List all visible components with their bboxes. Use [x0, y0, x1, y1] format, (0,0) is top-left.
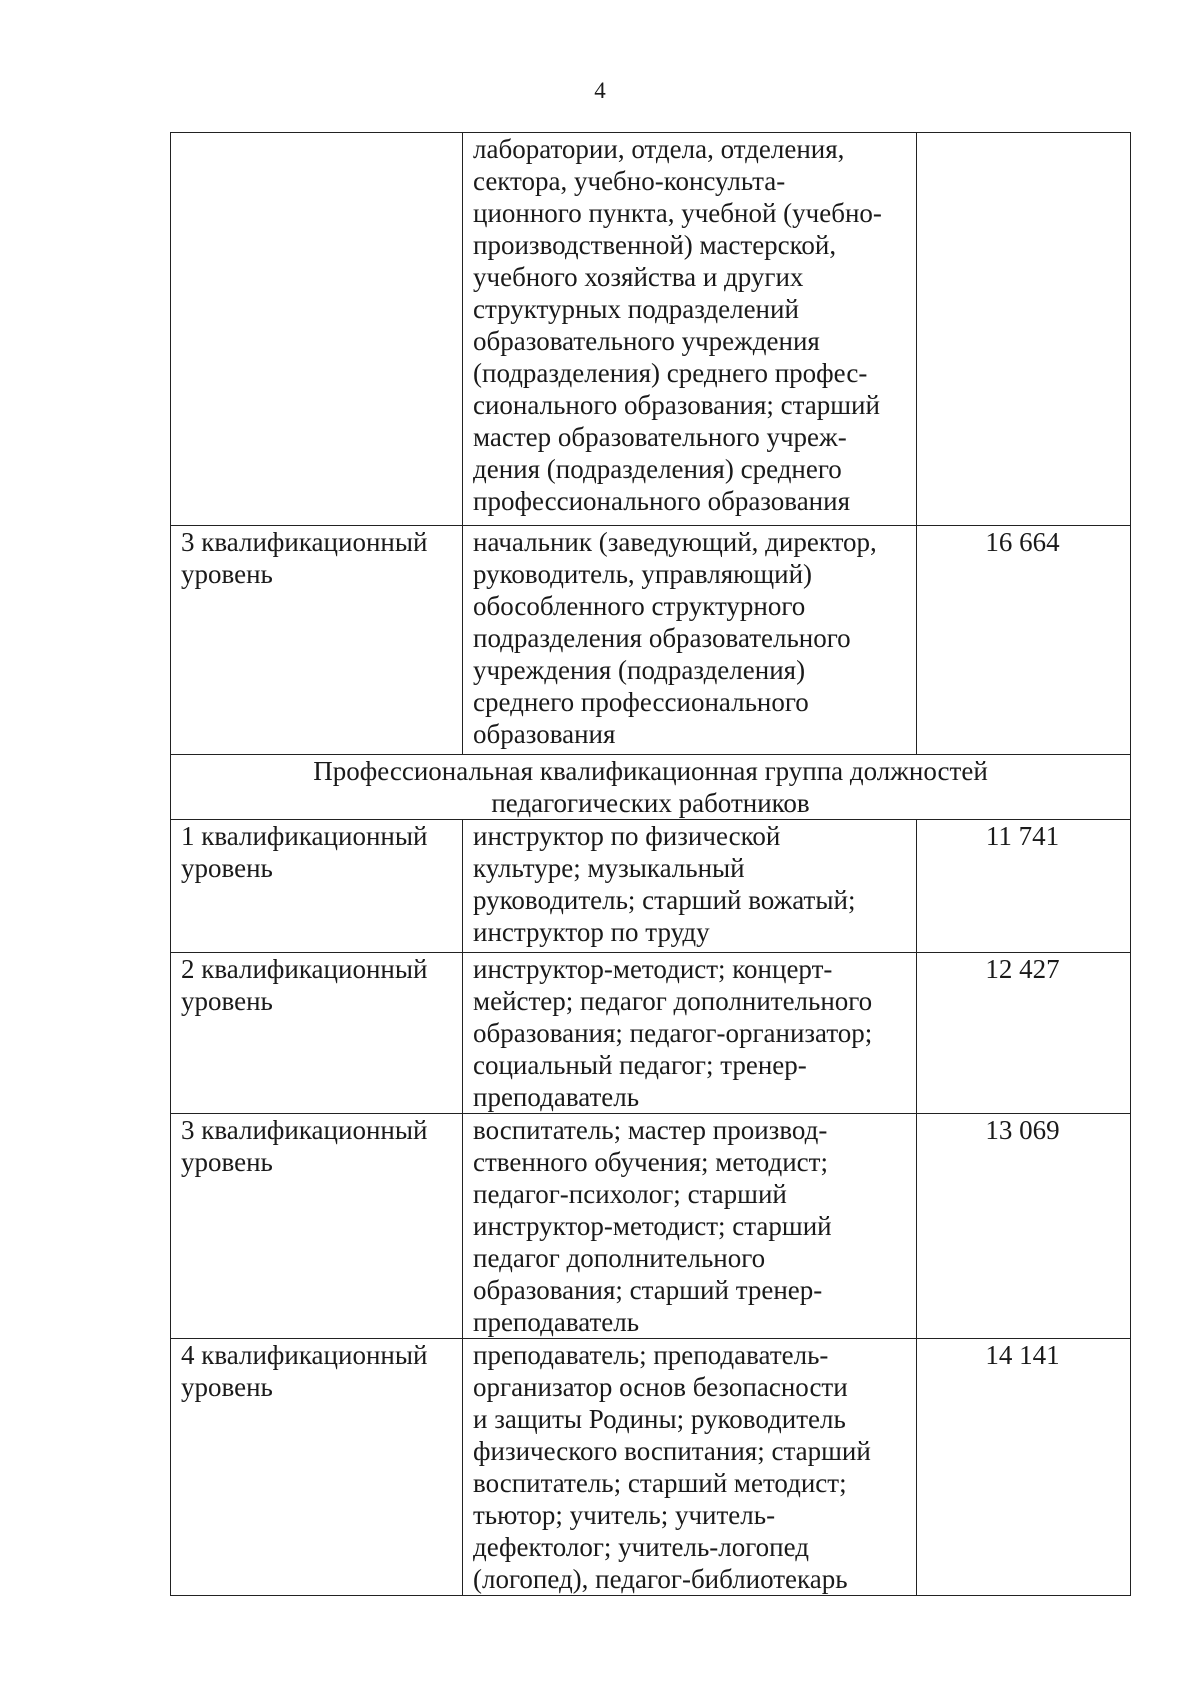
table-row [171, 820, 1131, 953]
qualification-level-cell: 4 квалификационный уровень [171, 1339, 463, 1596]
table-row [171, 1114, 1131, 1339]
qualification-level-cell: 2 квалификационный уровень [171, 953, 463, 1114]
salary-cell [917, 133, 1131, 526]
table-row [171, 133, 1131, 526]
positions-cell: начальник (заведующий, директор, руководитель, управляющий) обособленного структурного подразделения образовательного учреждения (подразделения) среднего профессионального образования [463, 526, 917, 755]
table-row [171, 526, 1131, 755]
group-heading-row [171, 755, 1131, 820]
positions-cell: воспитатель; мастер производ- ственного обучения; методист; педагог-психолог; старший инструктор-методист; старший педагог дополнительного образования; старший тренер- преподаватель [463, 1114, 917, 1339]
group-heading: Профессиональная квалификационная группа должностей педагогических работников [171, 755, 1131, 820]
salary-cell: 12 427 [917, 953, 1131, 1114]
positions-cell: лаборатории, отдела, отделения, сектора, учебно-консульта- ционного пункта, учебной (учебно- производственной) мастерской, учебного хозяйства и других структурных подразделений образовательного учреждения (подразделения) среднего профес- сионального образования; старший мастер образовательного учреж- дения (подразделения) среднего профессионального образования [463, 133, 917, 526]
positions-cell: инструктор по физической культуре; музыкальный руководитель; старший вожатый; инструктор по труду [463, 820, 917, 953]
table-row [171, 1339, 1131, 1596]
salary-cell: 16 664 [917, 526, 1131, 755]
positions-cell: инструктор-методист; концерт- мейстер; педагог дополнительного образования; педагог-организатор; социальный педагог; тренер- преподаватель [463, 953, 917, 1114]
qualification-level-cell: 1 квалификационный уровень [171, 820, 463, 953]
qualification-level-cell: 3 квалификационный уровень [171, 1114, 463, 1339]
salary-cell: 13 069 [917, 1114, 1131, 1339]
page-number: 4 [594, 78, 606, 103]
salary-cell: 11 741 [917, 820, 1131, 953]
table-row [171, 953, 1131, 1114]
qualification-level-cell [171, 133, 463, 526]
positions-cell: преподаватель; преподаватель- организатор основ безопасности и защиты Родины; руководитель физического воспитания; старший воспитатель; старший методист; тьютор; учитель; учитель- дефектолог; учитель-логопед (логопед), педагог-библиотекарь [463, 1339, 917, 1596]
qualification-salary-table [170, 132, 1131, 1596]
salary-cell: 14 141 [917, 1339, 1131, 1596]
qualification-level-cell: 3 квалификационный уровень [171, 526, 463, 755]
